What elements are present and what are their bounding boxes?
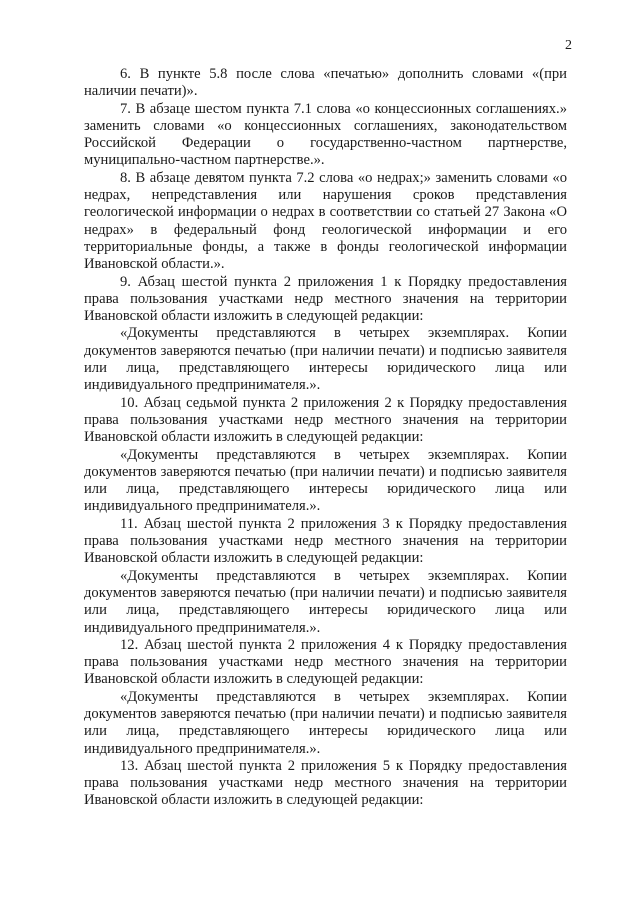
paragraph-item-12: 12. Абзац шестой пункта 2 приложения 4 к Порядку предоставления права пользования участками недр местного значения на территории Ивановской области изложить в следующей редакции: bbox=[84, 636, 567, 688]
quoted-text-item-9: «Документы представляются в четырех экземплярах. Копии документов заверяются печатью (при наличии печати) и подписью заявителя или лица, представляющего интересы юридического лица или индивидуального предпринимателя.». bbox=[84, 325, 567, 394]
quoted-text-item-12: «Документы представляются в четырех экземплярах. Копии документов заверяются печатью (при наличии печати) и подписью заявителя или лица, представляющего интересы юридического лица или индивидуального предпринимателя.». bbox=[84, 688, 567, 757]
page-number: 2 bbox=[565, 38, 572, 53]
document-body bbox=[84, 66, 567, 810]
paragraph-item-10: 10. Абзац седьмой пункта 2 приложения 2 к Порядку предоставления права пользования участками недр местного значения на территории Ивановской области изложить в следующей редакции: bbox=[84, 394, 567, 446]
paragraph-item-13: 13. Абзац шестой пункта 2 приложения 5 к Порядку предоставления права пользования участками недр местного значения на территории Ивановской области изложить в следующей редакции: bbox=[84, 757, 567, 809]
paragraph-item-8: 8. В абзаце девятом пункта 7.2 слова «о недрах;» заменить словами «о недрах, непредставления или нарушения сроков представления геологической информации о недрах в соответствии со статьей 27 Закона «О недрах» в федеральный фонд геологической информации и его территориальные фонды, а также в фонды геологической информации Ивановской области.». bbox=[84, 169, 567, 273]
paragraph-item-9: 9. Абзац шестой пункта 2 приложения 1 к Порядку предоставления права пользования участками недр местного значения на территории Ивановской области изложить в следующей редакции: bbox=[84, 273, 567, 325]
paragraph-item-6: 6. В пункте 5.8 после слова «печатью» дополнить словами «(при наличии печати)». bbox=[84, 66, 567, 100]
quoted-text-item-10: «Документы представляются в четырех экземплярах. Копии документов заверяются печатью (при наличии печати) и подписью заявителя или лица, представляющего интересы юридического лица или индивидуального предпринимателя.». bbox=[84, 446, 567, 515]
quoted-text-item-11: «Документы представляются в четырех экземплярах. Копии документов заверяются печатью (при наличии печати) и подписью заявителя или лица, представляющего интересы юридического лица или индивидуального предпринимателя.». bbox=[84, 567, 567, 636]
paragraph-item-11: 11. Абзац шестой пункта 2 приложения 3 к Порядку предоставления права пользования участками недр местного значения на территории Ивановской области изложить в следующей редакции: bbox=[84, 515, 567, 567]
paragraph-item-7: 7. В абзаце шестом пункта 7.1 слова «о концессионных соглашениях.» заменить словами «о концессионных соглашениях, законодательством Российской Федерации о государственно-частном партнерстве, муниципально-частном партнерстве.». bbox=[84, 100, 567, 169]
